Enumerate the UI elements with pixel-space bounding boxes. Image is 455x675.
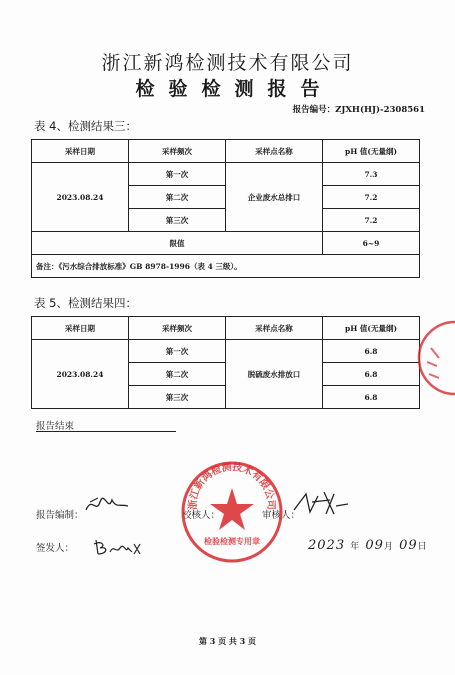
table5-header-ph: pH 值(无量纲) — [323, 317, 420, 340]
date-year-char: 年 — [350, 542, 361, 552]
table4-header-date: 采样日期 — [32, 140, 129, 163]
reviewer-label: 校核人： — [182, 510, 221, 521]
issuer-signature — [92, 536, 142, 558]
table4-header-row — [32, 140, 420, 163]
table4-header-site: 采样点名称 — [226, 140, 323, 163]
table4-ph: 7.2 — [323, 209, 420, 232]
company-name: 浙江新鸿检测技术有限公司 — [101, 52, 354, 74]
table4-note: 备注：《污水综合排放标准》GB 8978-1996（表 4 三级）。 — [32, 255, 420, 278]
date-month-char: 月 — [383, 542, 394, 552]
table5-header-row — [32, 317, 420, 340]
cross-page-seal-icon — [417, 318, 455, 398]
table5-freq: 第三次 — [129, 386, 226, 409]
issuer-label: 签发人： — [36, 543, 75, 554]
table5-ph: 6.8 — [323, 386, 420, 409]
table5-freq: 第一次 — [129, 340, 226, 363]
compiler-label: 报告编制： — [36, 510, 84, 521]
seal-text: 浙江新鸿检测技术有限公司 — [187, 461, 277, 510]
table-row — [32, 163, 420, 186]
table4-caption: 表 4、检测结果三： — [34, 119, 137, 133]
table4-limit-label: 限值 — [32, 232, 323, 255]
date-year: 2023 — [308, 538, 346, 553]
table5 — [31, 316, 420, 409]
report-end-text: 报告结束 — [36, 421, 75, 432]
table4-freq: 第一次 — [129, 163, 226, 186]
table4-header-ph: pH 值(无量纲) — [323, 140, 420, 163]
approver-label: 审核人： — [262, 510, 301, 521]
date-day: 09 — [399, 538, 418, 553]
date-month: 09 — [365, 538, 384, 553]
table4-header-freq: 采样频次 — [129, 140, 226, 163]
seal-subtext: 检验检测专用章 — [204, 537, 260, 546]
report-end-underline — [36, 431, 176, 432]
table-row — [32, 340, 420, 363]
table5-header-site: 采样点名称 — [226, 317, 323, 340]
table5-header-freq: 采样频次 — [129, 317, 226, 340]
table5-ph: 6.8 — [323, 340, 420, 363]
official-seal-icon — [180, 460, 284, 564]
table5-freq: 第二次 — [129, 363, 226, 386]
table4-ph: 7.2 — [323, 186, 420, 209]
date-day-char: 日 — [417, 542, 428, 552]
table4-limit-value: 6~9 — [323, 232, 420, 255]
table5-date: 2023.08.24 — [32, 340, 129, 409]
page-footer: 第 3 页 共 3 页 — [198, 636, 257, 646]
table5-header-date: 采样日期 — [32, 317, 129, 340]
table4 — [31, 139, 420, 278]
table4-freq: 第三次 — [129, 209, 226, 232]
table4-limit-row — [32, 232, 420, 255]
table4-ph: 7.3 — [323, 163, 420, 186]
table4-date: 2023.08.24 — [32, 163, 129, 232]
table5-ph: 6.8 — [323, 363, 420, 386]
table4-site: 企业废水总排口 — [226, 163, 323, 232]
table5-caption: 表 5、检测结果四： — [34, 296, 137, 310]
compiler-signature — [84, 492, 130, 518]
table4-freq: 第二次 — [129, 186, 226, 209]
approver-signature — [290, 488, 350, 518]
table4-note-row — [32, 255, 420, 278]
handwritten-date — [308, 538, 428, 553]
report-number: 报告编号：ZJXH(HJ)-2308561 — [292, 105, 425, 115]
table5-site: 脱硫废水排放口 — [226, 340, 323, 409]
report-title: 检验检测报告 — [135, 78, 334, 100]
